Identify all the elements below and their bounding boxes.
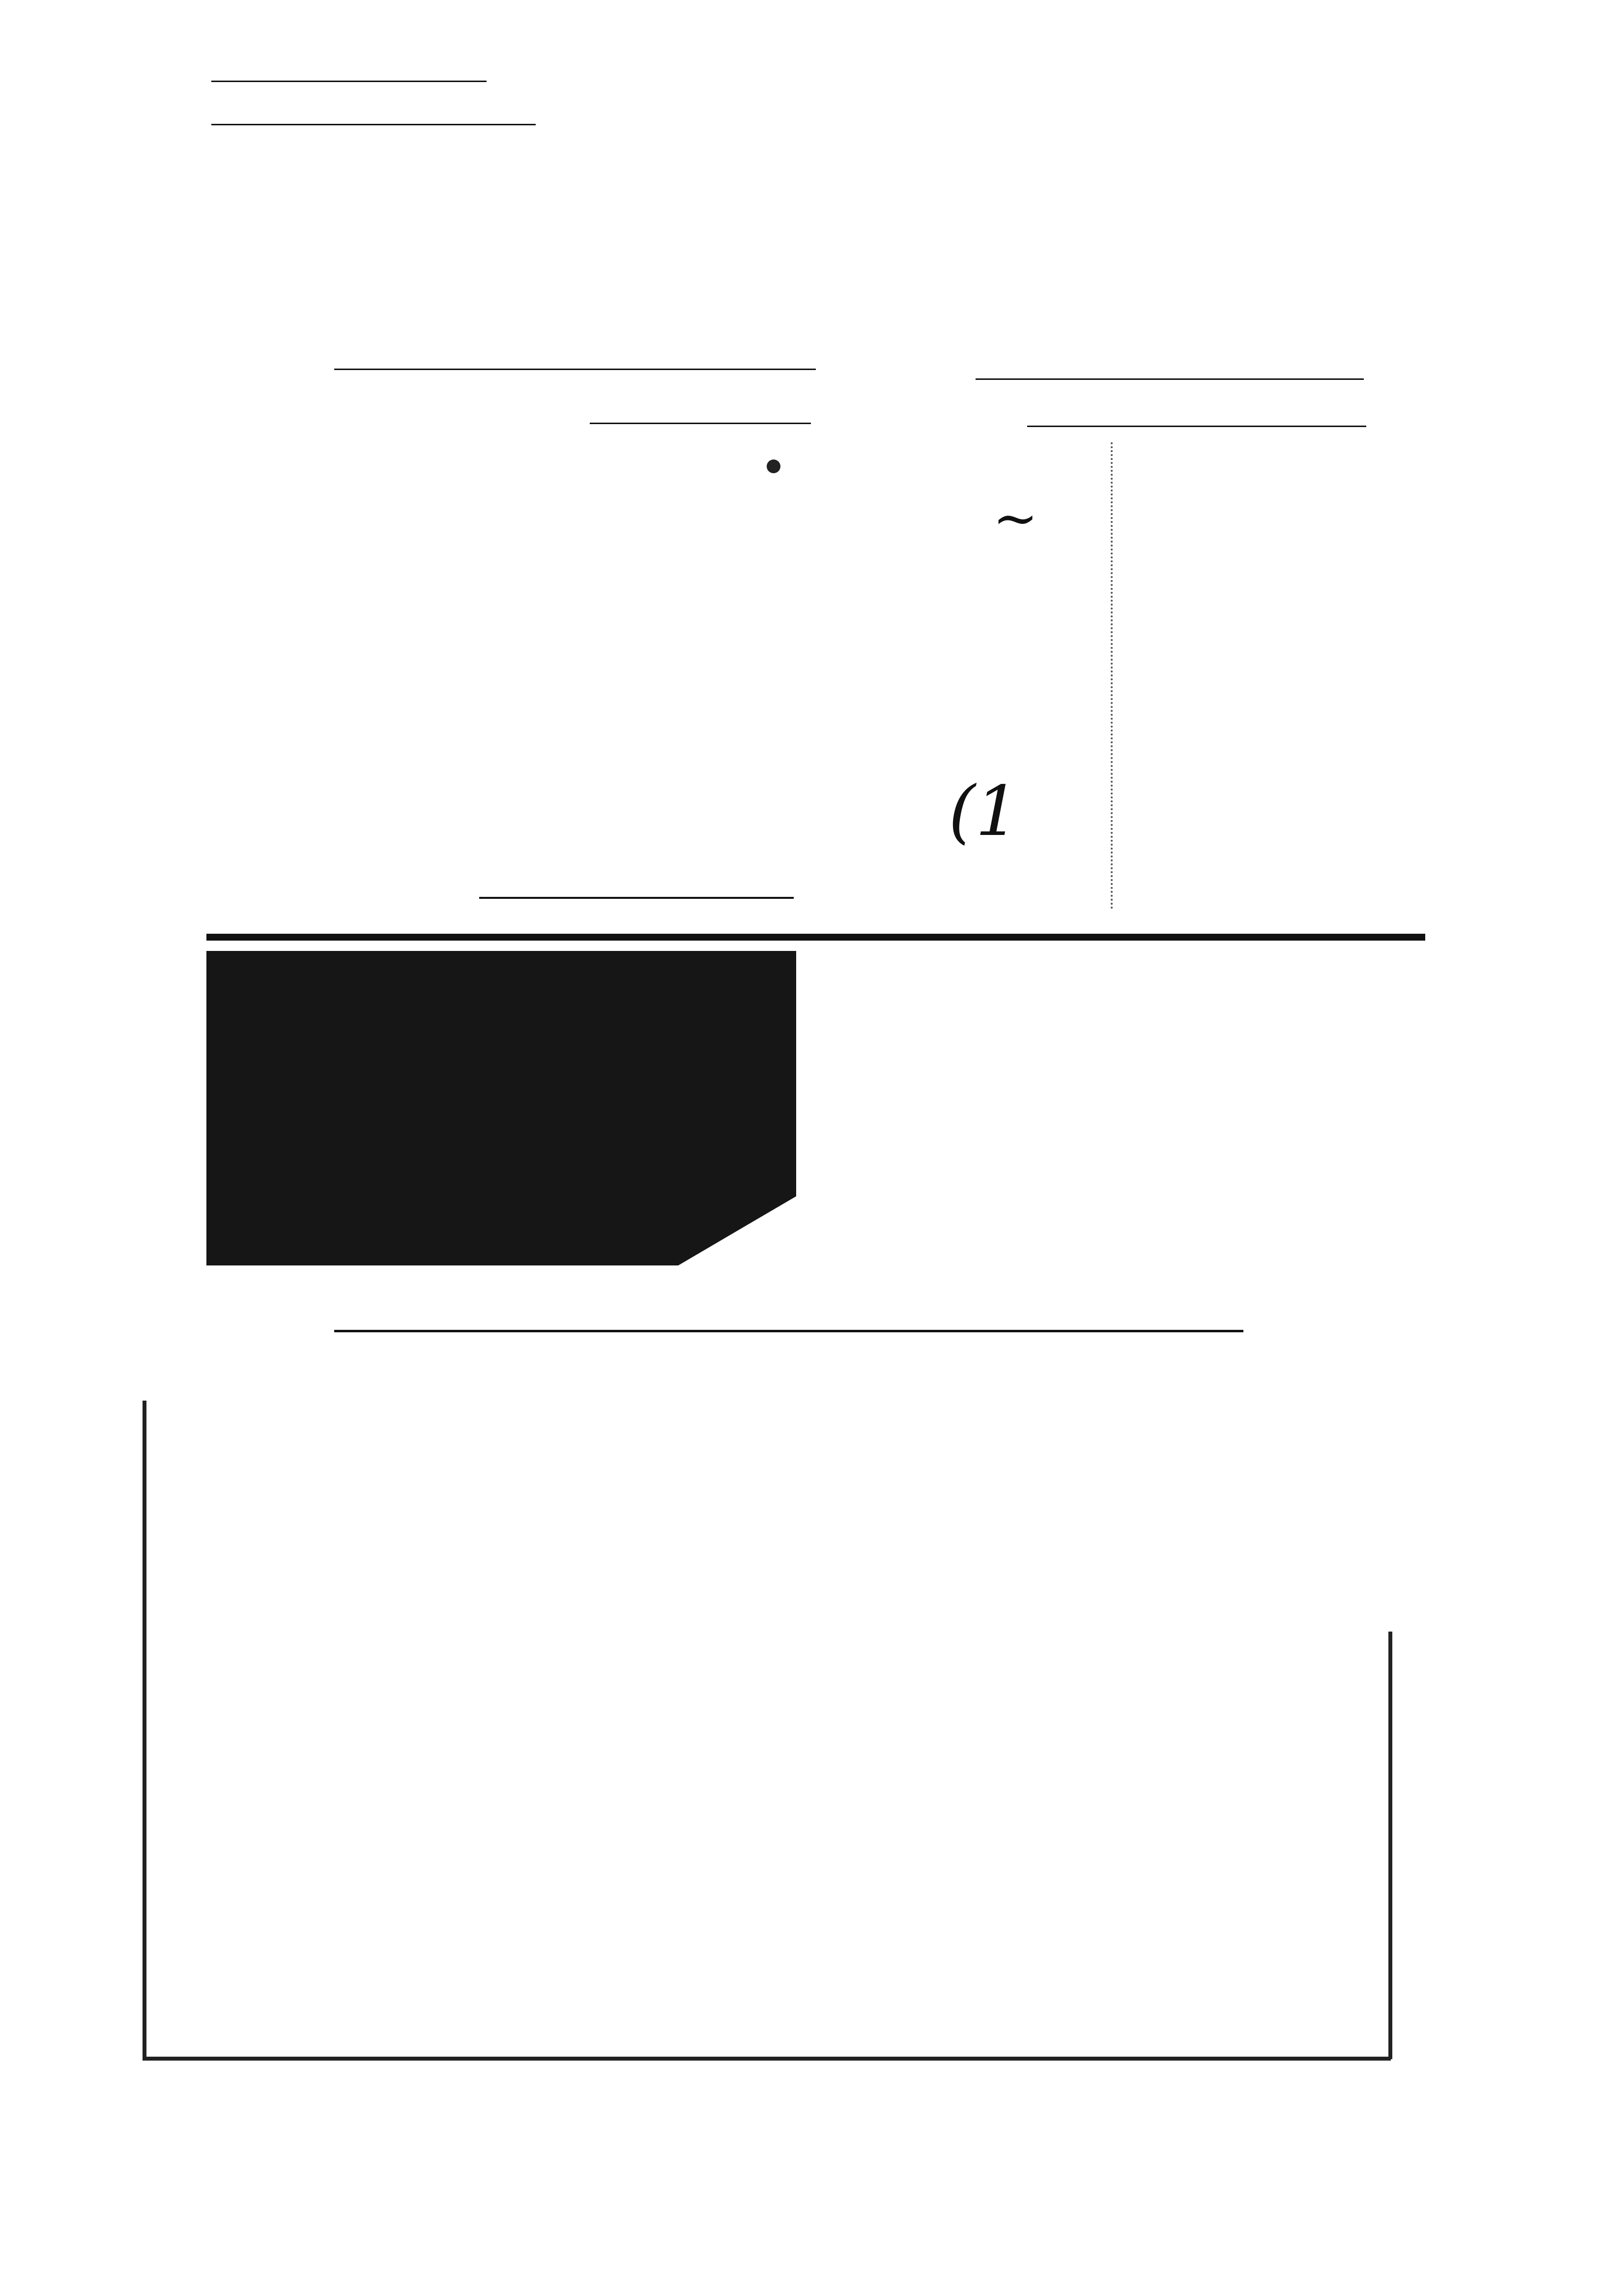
clip1-rule bbox=[479, 897, 794, 899]
pages-line bbox=[590, 423, 811, 424]
clip2-dark-box bbox=[206, 951, 796, 1265]
underline bbox=[211, 124, 536, 125]
clip2-top-right-column bbox=[801, 956, 1396, 961]
clip2-body-left-column bbox=[187, 1681, 762, 1686]
periodicity-line bbox=[976, 378, 1364, 380]
clip1-edge bbox=[1111, 442, 1116, 909]
handwritten-mark: (1 bbox=[949, 772, 1019, 852]
clip2-left-border bbox=[143, 1401, 146, 2059]
clip2-top-rule bbox=[206, 934, 1425, 941]
underline bbox=[211, 81, 487, 82]
publication-line bbox=[334, 369, 816, 370]
clip2-body-right-column bbox=[791, 1681, 1386, 1686]
clip2-bottom-border bbox=[143, 2057, 1391, 2061]
clip2-right-border bbox=[1388, 1632, 1392, 2059]
dot-mark bbox=[767, 459, 780, 473]
tendency-line bbox=[1027, 426, 1366, 427]
clip2-kicker-rule bbox=[334, 1330, 1243, 1332]
handwritten-mark: ~ bbox=[993, 487, 1038, 549]
